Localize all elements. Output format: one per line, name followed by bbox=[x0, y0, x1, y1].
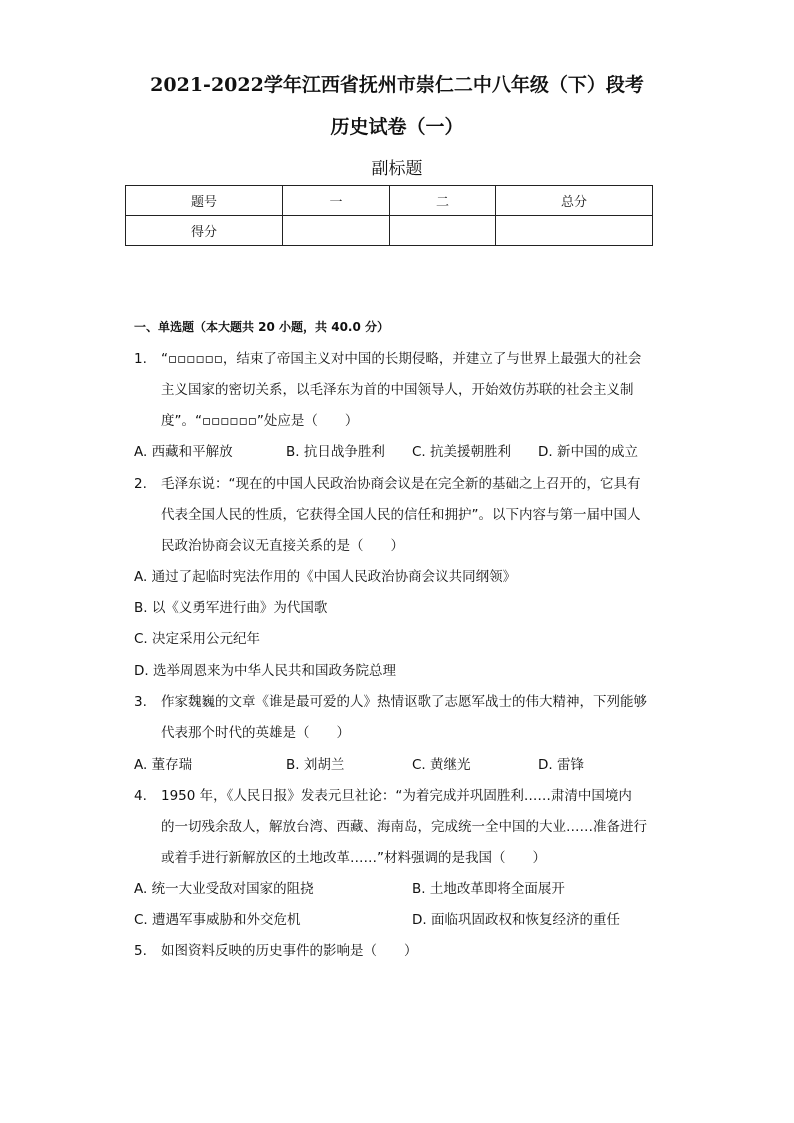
question-number: 2. bbox=[134, 476, 147, 492]
score-table-cell: 得分 bbox=[126, 216, 283, 246]
question-text-line: 民政治协商会议无直接关系的是（ ） bbox=[161, 538, 404, 554]
answer-option: A. 董存瑞 bbox=[134, 757, 193, 773]
score-table-header-row bbox=[126, 186, 653, 216]
question-text-line: “▫▫▫▫▫▫，结束了帝国主义对中国的长期侵略，并建立了与世界上最强大的社会 bbox=[161, 351, 642, 367]
score-table-cell bbox=[390, 216, 496, 246]
answer-option: A. 西藏和平解放 bbox=[134, 444, 233, 460]
score-table-cell: 题号 bbox=[126, 186, 283, 216]
exam-title-line1: 2021-2022学年江西省抚州市崇仁二中八年级（下）段考 bbox=[150, 74, 644, 96]
score-table-cell: 二 bbox=[390, 186, 496, 216]
question-text-line: 1950 年，《人民日报》发表元旦社论：“为着完成并巩固胜利……肃清中国境内 bbox=[161, 788, 632, 804]
section-heading: 一、单选题（本大题共 20 小题，共 40.0 分） bbox=[134, 320, 390, 334]
answer-option: A. 通过了起临时宪法作用的《中国人民政治协商会议共同纲领》 bbox=[134, 569, 517, 585]
question-number: 1. bbox=[134, 351, 147, 367]
question-text-line: 度”。“▫▫▫▫▫▫”处应是（ ） bbox=[161, 413, 359, 429]
answer-option: B. 土地改革即将全面展开 bbox=[412, 881, 565, 897]
answer-option: B. 以《义勇军进行曲》为代国歌 bbox=[134, 600, 328, 616]
score-table-cell bbox=[283, 216, 390, 246]
answer-option: C. 黄继光 bbox=[412, 757, 471, 773]
answer-option: D. 雷锋 bbox=[538, 757, 584, 773]
answer-option: B. 抗日战争胜利 bbox=[286, 444, 385, 460]
answer-option: C. 抗美援朝胜利 bbox=[412, 444, 512, 460]
answer-option: A. 统一大业受敌对国家的阻挠 bbox=[134, 881, 314, 897]
answer-option: D. 新中国的成立 bbox=[538, 444, 638, 460]
answer-option: B. 刘胡兰 bbox=[286, 757, 345, 773]
answer-option: C. 决定采用公元纪年 bbox=[134, 631, 261, 647]
question-text-line: 毛泽东说：“现在的中国人民政治协商会议是在完全新的基础之上召开的，它具有 bbox=[161, 476, 641, 492]
answer-option: D. 选举周恩来为中华人民共和国政务院总理 bbox=[134, 663, 396, 679]
score-table bbox=[125, 185, 653, 246]
question-number: 5. bbox=[134, 943, 147, 959]
answer-option: D. 面临巩固政权和恢复经济的重任 bbox=[412, 912, 620, 928]
question-text-line: 代表全国人民的性质，它获得全国人民的信任和拥护”。以下内容与第一届中国人 bbox=[161, 507, 641, 523]
question-text-line: 或着手进行新解放区的土地改革……”材料强调的是我国（ ） bbox=[161, 850, 546, 866]
answer-option: C. 遭遇军事威胁和外交危机 bbox=[134, 912, 301, 928]
question-text-line: 如图资料反映的历史事件的影响是（ ） bbox=[161, 943, 418, 959]
question-text-line: 的一切残余敌人，解放台湾、西藏、海南岛，完成统一全中国的大业……准备进行 bbox=[161, 819, 647, 835]
score-table-score-row bbox=[126, 216, 653, 246]
question-text-line: 作家魏巍的文章《谁是最可爱的人》热情讴歌了志愿军战士的伟大精神，下列能够 bbox=[161, 694, 647, 710]
exam-subtitle: 副标题 bbox=[371, 159, 423, 179]
score-table-cell bbox=[496, 216, 653, 246]
score-table-cell: 总分 bbox=[496, 186, 653, 216]
question-text-line: 代表那个时代的英雄是（ ） bbox=[161, 725, 350, 741]
question-number: 3. bbox=[134, 694, 147, 710]
score-table-cell: 一 bbox=[283, 186, 390, 216]
exam-title-line2: 历史试卷（一） bbox=[330, 116, 464, 138]
question-text-line: 主义国家的密切关系，以毛泽东为首的中国领导人，开始效仿苏联的社会主义制 bbox=[161, 382, 634, 398]
question-number: 4. bbox=[134, 788, 147, 804]
